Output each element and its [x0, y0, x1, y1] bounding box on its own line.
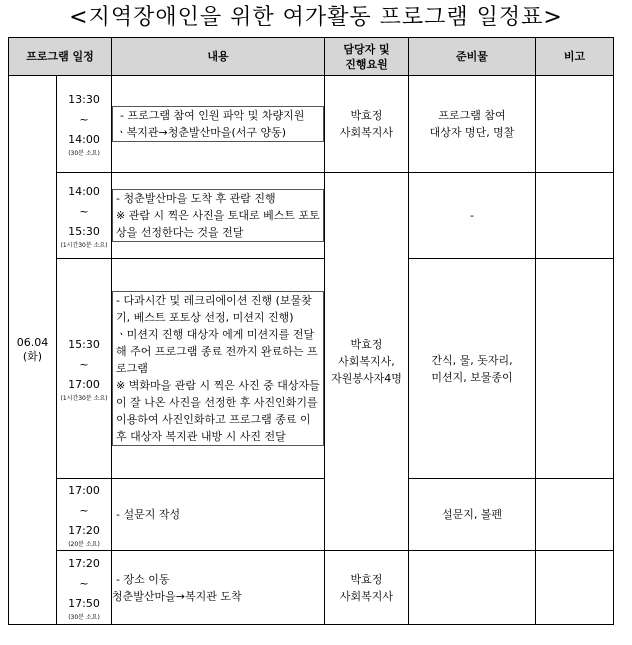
tilde: ~: [79, 204, 89, 218]
tilde: ~: [79, 357, 89, 371]
prep-cell: [409, 551, 536, 625]
content-cell: [112, 76, 325, 173]
content-line: - 청춘발산마을 도착 후 관람 진행: [116, 192, 276, 205]
staff-cell: 박효정 사회복지사, 자원봉사자4명: [325, 173, 409, 551]
start-time: 17:00: [68, 483, 100, 497]
schedule-row: [9, 76, 614, 173]
content-cell: [112, 259, 325, 479]
duration: (20분 소요): [68, 540, 100, 548]
schedule-row: [9, 551, 614, 625]
content-line: - 다과시간 및 레크리에이션 진행 (보물찾기, 베스트 포토상 선정, 미션지 진행): [116, 294, 312, 324]
remarks-cell: [536, 551, 614, 625]
content-cell: [112, 479, 325, 551]
schedule-row: [9, 173, 614, 259]
content-cell: [112, 551, 325, 625]
tilde: ~: [79, 576, 89, 590]
content-line: ㆍ복지관→청춘발산마을(서구 양동): [116, 126, 287, 139]
content-box: [112, 106, 324, 142]
content-box: [112, 291, 324, 446]
schedule-table: [8, 37, 614, 625]
content-line: - 프로그램 참여 인원 파악 및 차량지원: [120, 109, 305, 122]
prep-cell: 설문지, 볼펜: [409, 479, 536, 551]
end-time: 15:30: [68, 224, 100, 238]
start-time: 14:00: [68, 184, 100, 198]
content-line: ※ 관람 시 찍은 사진을 토대로 베스트 포토상을 선정한다는 것을 전달: [116, 209, 320, 239]
time-cell: [57, 479, 112, 551]
end-time: 17:50: [68, 596, 100, 610]
content-line: - 장소 이동: [116, 572, 170, 586]
tilde: ~: [79, 503, 89, 517]
header-content: 내용: [112, 38, 325, 76]
header-staff: 담당자 및 진행요원: [325, 38, 409, 76]
duration: (1시간30분 소요): [60, 394, 108, 402]
staff-cell: 박효정 사회복지사: [325, 76, 409, 173]
content-line: 청춘발산마을→복지관 도착: [112, 589, 242, 603]
content-line: ※ 벽화마을 관람 시 찍은 사진 중 대상자들이 잘 나온 사진을 선정한 후 사진인화기를 이용하여 사진인화하고 프로그램 종료 이후 대상자 복지관 내방 시 사진 전달: [116, 379, 320, 443]
duration: (30분 소요): [68, 150, 100, 157]
start-time: 17:20: [68, 556, 100, 570]
header-row: [9, 38, 614, 76]
remarks-cell: [536, 173, 614, 259]
header-schedule: 프로그램 일정: [9, 38, 112, 76]
end-time: 14:00: [68, 133, 100, 146]
schedule-row: [9, 479, 614, 551]
schedule-row: [9, 259, 614, 479]
header-prep: 준비물: [409, 38, 536, 76]
end-time: 17:20: [68, 523, 100, 537]
duration: (30분 소요): [68, 613, 100, 621]
page-title: <지역장애인을 위한 여가활동 프로그램 일정표>: [69, 5, 563, 30]
start-time: 15:30: [68, 337, 100, 351]
prep-cell: -: [409, 173, 536, 259]
staff-cell: 박효정 사회복지사: [325, 551, 409, 625]
header-remarks: 비고: [536, 38, 614, 76]
start-time: 13:30: [68, 93, 100, 106]
tilde: ~: [79, 113, 89, 126]
remarks-cell: [536, 259, 614, 479]
content-line: - 설문지 작성: [116, 508, 181, 521]
prep-cell: 프로그램 참여 대상자 명단, 명찰: [409, 76, 536, 173]
content-box: [112, 189, 324, 242]
remarks-cell: [536, 479, 614, 551]
remarks-cell: [536, 76, 614, 173]
end-time: 17:00: [68, 377, 100, 391]
time-cell: [57, 551, 112, 625]
content-cell: [112, 173, 325, 259]
date-cell: 06.04 (화): [9, 76, 57, 625]
time-cell: [57, 259, 112, 479]
time-cell: [57, 76, 112, 173]
prep-cell: 간식, 물, 돗자리, 미션지, 보물종이: [409, 259, 536, 479]
time-cell: [57, 173, 112, 259]
duration: (1시간30분 소요): [60, 241, 108, 249]
content-line: ㆍ미션지 진행 대상자 에게 미션지를 전달해 주어 프로그램 종료 전까지 완료하는 프로그램: [116, 328, 318, 375]
